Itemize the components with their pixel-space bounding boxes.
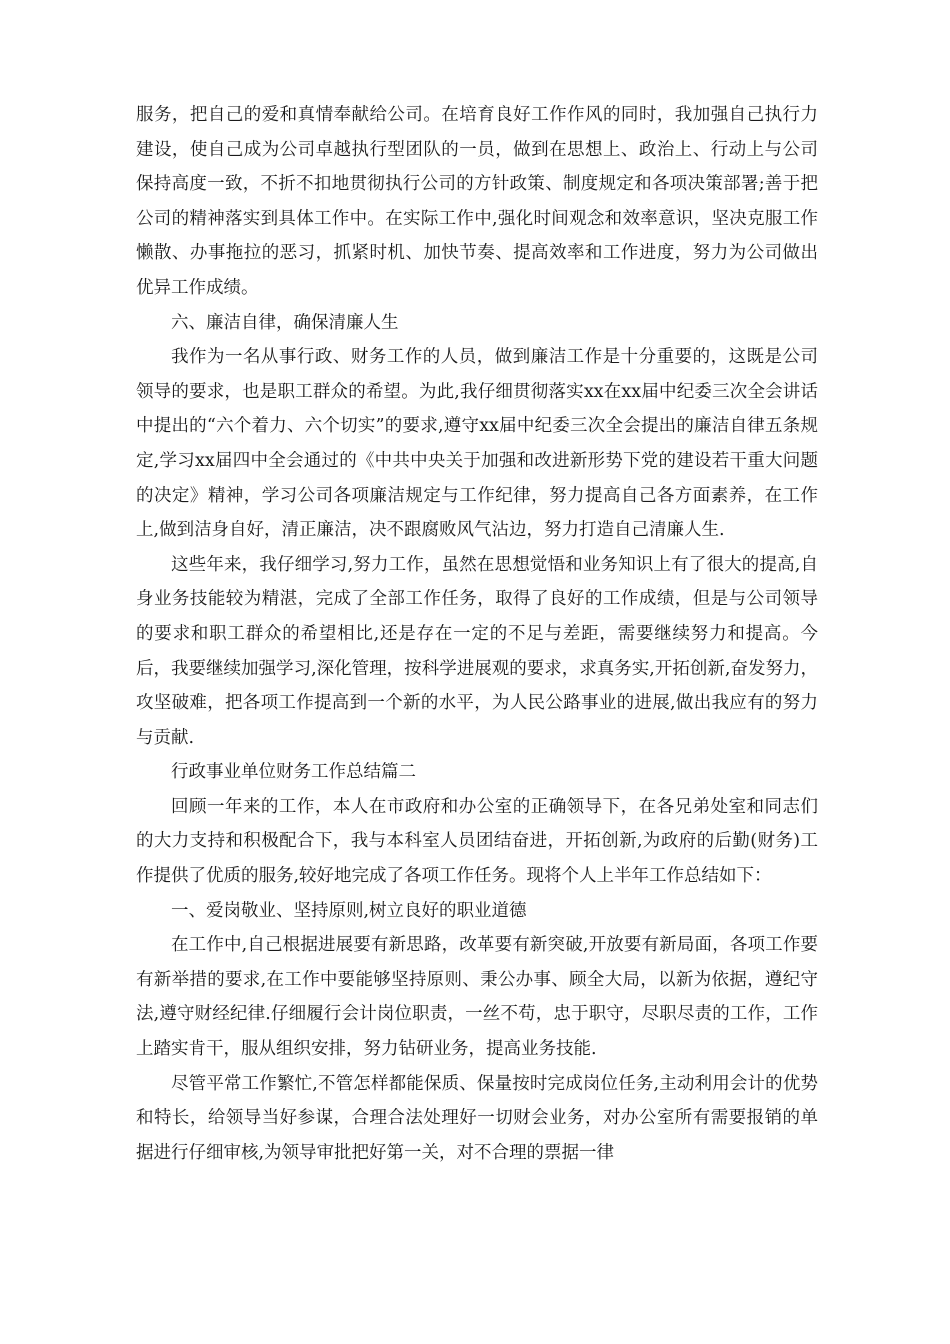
paragraph-body-2: 我作为一名从事行政、财务工作的人员，做到廉洁工作是十分重要的，这既是公司领导的要求，也是职工群众的希望。为此,我仔细贯彻落实xx在xx届中纪委三次全会讲话中提出的“六个着力、六个切实”的要求,遵守xx届中纪委三次全会提出的廉洁自律五条规定,学习xx届四中全会通过的《中共中央关于加强和改进新形势下党的建设若干重大问题的决定》精神，学习公司各项廉洁规定与工作纪律，努力提高自己各方面素养，在工作上,做到洁身自好，清正廉洁，决不跟腐败风气沾边，努力打造自己清廉人生. <box>136 347 818 541</box>
paragraph-body-5: 在工作中,自己根据进展要有新思路，改革要有新突破,开放要有新局面，各项工作要有新举措的要求,在工作中要能够坚持原则、秉公办事、顾全大局，以新为依据，遵纪守法,遵守财经纪律.仔细履行会计岗位职责，一丝不苟，忠于职守，尽职尽责的工作，工作上踏实肯干，服从组织安排，努力钻研业务，提高业务技能. <box>136 935 818 1060</box>
paragraph-body-1: 服务，把自己的爱和真情奉献给公司。在培育良好工作作风的同时，我加强自己执行力建设，使自己成为公司卓越执行型团队的一员，做到在思想上、政治上、行动上与公司保持高度一致，不折不扣地贯彻执行公司的方针政策、制度规定和各项决策部署;善于把公司的精神落实到具体工作中。在实际工作中,强化时间观念和效率意识，坚决克服工作懒散、办事拖拉的恶习，抓紧时机、加快节奏、提高效率和工作进度，努力为公司做出优异工作成绩。 <box>136 105 818 298</box>
paragraph-body-4: 回顾一年来的工作，本人在市政府和办公室的正确领导下，在各兄弟处室和同志们的大力支持和积极配合下，我与本科室人员团结奋进，开拓创新,为政府的后勤(财务)工作提供了优质的服务,较好地完成了各项工作任务。现将个人上半年工作总结如下： <box>136 796 818 887</box>
article-title-part-two: 行政事业单位财务工作总结篇二 <box>171 762 416 783</box>
section-heading-integrity: 六、廉洁自律，确保清廉人生 <box>171 312 399 333</box>
document-page <box>136 98 818 1170</box>
paragraph-body-6: 尽管平常工作繁忙,不管怎样都能保质、保量按时完成岗位任务,主动利用会计的优势和特长，给领导当好参谋，合理合法处理好一切财会业务，对办公室所有需要报销的单据进行仔细审核,为领导审批把好第一关，对不合理的票据一律 <box>136 1073 818 1163</box>
paragraph-body-3: 这些年来，我仔细学习,努力工作，虽然在思想觉悟和业务知识上有了很大的提高,自身业务技能较为精湛，完成了全部工作任务，取得了良好的工作成绩，但是与公司领导的要求和职工群众的希望相比,还是存在一定的不足与差距，需要继续努力和提高。今后，我要继续加强学习,深化管理，按科学进展观的要求，求真务实,开拓创新,奋发努力，攻坚破难，把各项工作提高到一个新的水平，为人民公路事业的进展,做出我应有的努力与贡献. <box>136 554 818 748</box>
section-heading-ethics: 一、爱岗敬业、坚持原则,树立良好的职业道德 <box>171 900 527 921</box>
